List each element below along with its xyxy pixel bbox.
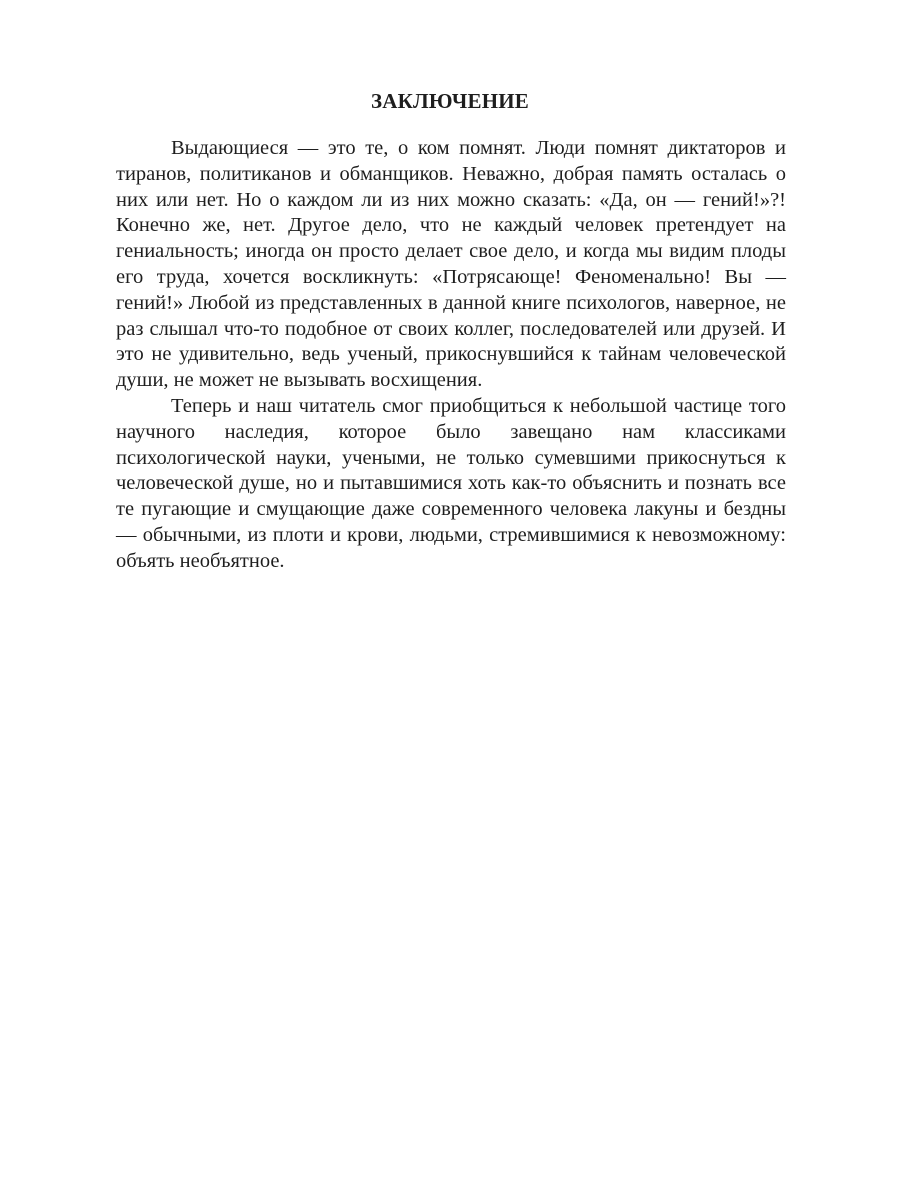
paragraph-1: Выдающиеся — это те, о ком помнят. Люди помнят диктаторов и тиранов, политиканов и обманщиков. Неважно, добрая память осталась о них или нет. Но о каждом ли из них можно сказать: «Да, он — гений!»?! Конечно же, нет. Другое дело, что не каждый человек претендует на гениальность; иногда он просто делает свое дело, и когда мы видим плоды его труда, хочется воскликнуть: «Потрясающе! Феноменально! Вы — гений!» Любой из представленных в данной книге психологов, наверное, не раз слышал что-то подобное от своих коллег, последователей или друзей. И это не удивительно, ведь ученый, прикоснувшийся к тайнам человеческой души, не может не вызывать восхищения. bbox=[116, 137, 786, 392]
paragraph-2: Теперь и наш читатель смог приобщиться к небольшой частице того научного наследия, которое было завещано нам классиками психологической науки, учеными, не только сумевшими прикоснуться к человеческой душе, но и пытавшимися хоть как-то объяснить и познать все те пугающие и смущающие даже современного человека лакуны и бездны — обычными, из плоти и крови, людьми, стремившимися к невозможному: объять необъятное. bbox=[116, 394, 786, 572]
chapter-title: ЗАКЛЮЧЕНИЕ bbox=[370, 89, 530, 113]
body-text bbox=[116, 136, 786, 575]
